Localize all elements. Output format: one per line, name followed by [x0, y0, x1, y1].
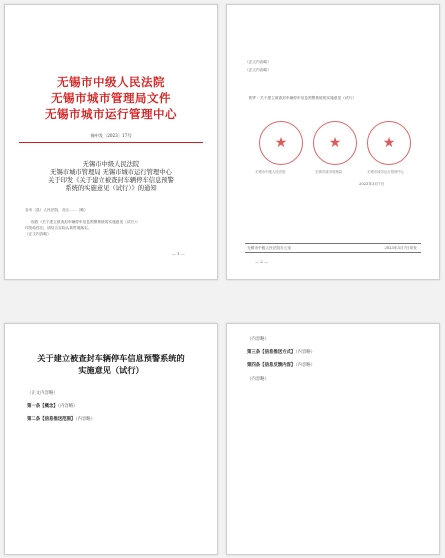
- page3-body: [19, 390, 205, 424]
- paragraph-text: （内容略）: [247, 337, 269, 342]
- page4-body: [239, 336, 427, 383]
- seal-caption-2: 无锡市城市管理局: [315, 170, 343, 174]
- footer-rule-top: [245, 243, 421, 244]
- footer-right: 2023年3月7日印发: [384, 246, 417, 250]
- document-page-2: [226, 4, 440, 280]
- seal-caption-3: 无锡市城市运行管理中心: [367, 170, 405, 174]
- paragraph: [19, 416, 205, 423]
- paragraph: [19, 390, 205, 397]
- header-line-1: 无锡市中级人民法院: [57, 75, 165, 89]
- official-seal-urban-management: ★: [313, 121, 357, 165]
- notice-title-2: 无锡市城市管理局 无锡市城市运行管理中心: [50, 169, 172, 176]
- paragraph: [239, 362, 427, 369]
- footer-left: 无锡市中级人民法院办公室: [247, 246, 292, 250]
- paragraph: [239, 336, 427, 343]
- paragraph-text: （正文内容略）: [27, 391, 58, 396]
- page-number: — 1 —: [171, 251, 185, 256]
- document-page-3: [4, 323, 218, 555]
- body-line-1: 现将《关于建立被查封车辆停车信息预警系统的实施意见（试行）》: [31, 220, 140, 224]
- clause-label: 第一条【概念】: [27, 404, 58, 410]
- document-page-4: [226, 323, 440, 555]
- paragraph-text: （内容略）: [295, 363, 316, 369]
- paragraph: [19, 403, 205, 410]
- top-line-1: （正文内容略）: [245, 60, 271, 64]
- attachment-line: 附件：关于建立被查封车辆停车信息预警系统的实施意见（试行）: [249, 96, 356, 100]
- policy-title-1: 关于建立被查封车辆停车信息预警系统的: [37, 353, 185, 363]
- paragraph: [239, 376, 427, 383]
- paragraph-text: （内容略）: [57, 404, 78, 410]
- paragraph: [239, 349, 427, 356]
- header-line-3: 无锡市城市运行管理中心: [45, 107, 177, 121]
- page-number: — 2 —: [255, 259, 269, 264]
- top-line-2: （正文内容略）: [245, 68, 271, 72]
- header-line-2-text: 无锡市城市管理局: [51, 91, 147, 105]
- paragraph-text: （内容略）: [75, 417, 96, 423]
- body-line-2: 印发给你们，请结合实际认真贯彻落实。: [25, 226, 92, 230]
- paragraph-text: （内容略）: [295, 350, 316, 356]
- recipients: 各市（县）人民法院、各区……（略）: [25, 208, 88, 212]
- notice-title-3: 关于印发《关于建立被查封车辆停车信息预警: [48, 177, 174, 184]
- notice-title-1: 无锡市中级人民法院: [82, 161, 140, 168]
- header-line-2: [51, 91, 171, 105]
- paragraph-text: （内容略）: [247, 376, 269, 382]
- clause-label: 第四条【信息反馈内容】: [247, 363, 296, 369]
- policy-title-2: 实施意见（试行）: [78, 365, 144, 375]
- body-line-3: （正文内容略）: [25, 232, 51, 236]
- footer-rule-bottom: [245, 252, 421, 253]
- notice-title-4: 系统的实施意见（试行）》的通知: [65, 185, 157, 192]
- official-seal-operations-center: ★: [367, 121, 411, 165]
- doc-number: 锡中发〔2023〕17号: [90, 133, 132, 138]
- clause-label: 第二条【信息推送范围】: [27, 417, 76, 423]
- red-divider: [19, 142, 203, 143]
- official-seal-court: ★: [259, 121, 303, 165]
- signing-date: 2023年3月7日: [359, 182, 385, 186]
- seal-caption-1: 无锡市中级人民法院: [255, 170, 286, 174]
- clause-label: 第三条【信息推送方式】: [247, 350, 296, 356]
- document-page-1: [4, 4, 218, 280]
- header-suffix: 文件: [147, 91, 171, 105]
